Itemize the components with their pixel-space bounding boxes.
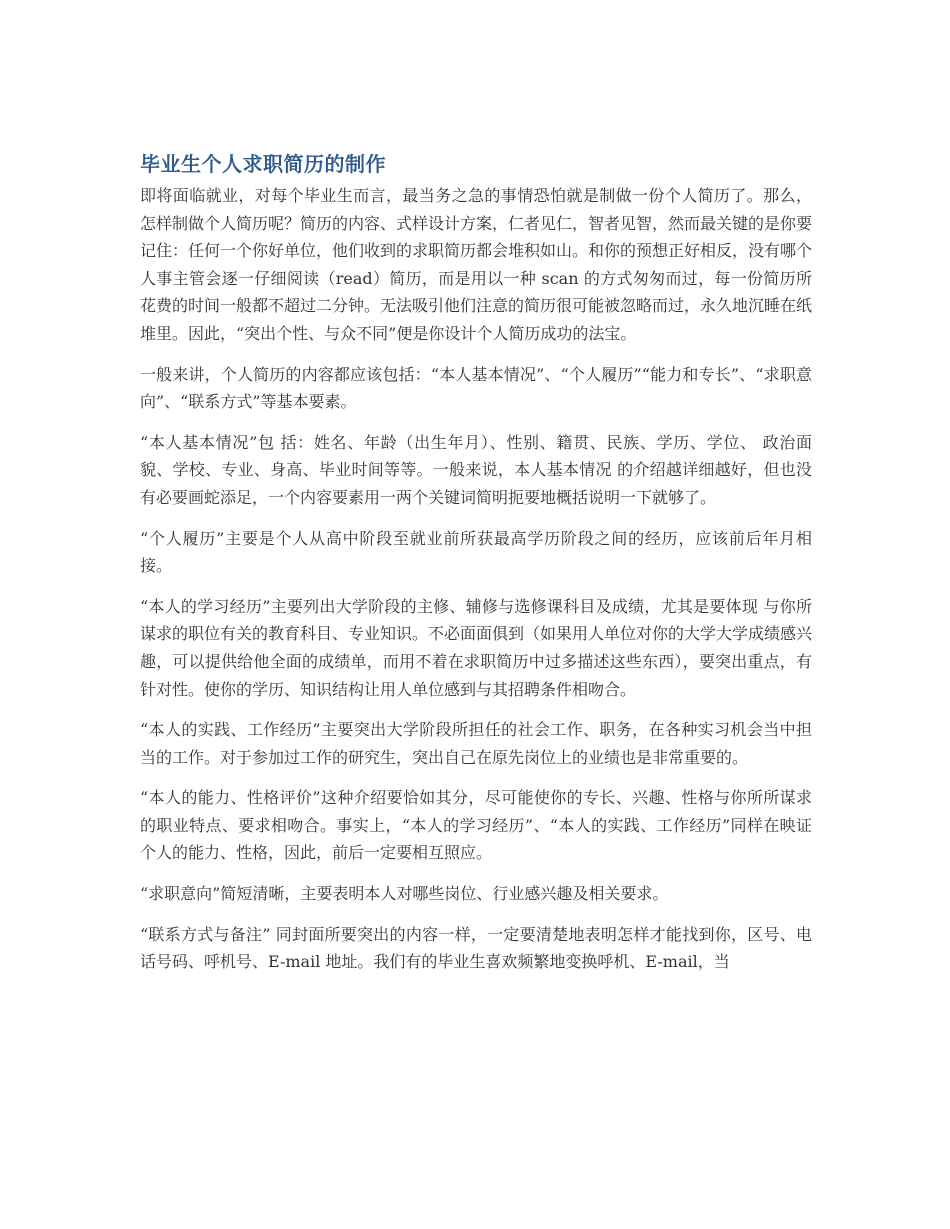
paragraph-job-intention: “求职意向”简短清晰，主要表明本人对哪些岗位、行业感兴趣及相关要求。 <box>140 884 669 904</box>
paragraph-work-experience: “本人的实践、工作经历”主要突出大学阶段所担任的社会工作、职务，在各种实习机会当中担当的工作。对于参加过工作的研究生，突出自己在原先岗位上的业绩也是非常重要的。 <box>140 720 812 767</box>
paragraph-contact-info: “联系方式与备注” 同封面所要突出的内容一样，一定要清楚地表明怎样才能找到你，区号、电话号码、呼机号、E-mail 地址。我们有的毕业生喜欢频繁地变换呼机、E-mail，当 <box>140 924 812 972</box>
document-body <box>140 148 812 976</box>
paragraph-resume-contents: 一般来讲，个人简历的内容都应该包括：“本人基本情况”、“个人履历”“能力和专长”、“求职意向”、“联系方式”等基本要素。 <box>140 364 812 412</box>
paragraph-personal-history: “个人履历”主要是个人从高中阶段至就业前所获最高学历阶段之间的经历，应该前后年月相接。 <box>140 528 812 576</box>
paragraph-basic-info: “本人基本情况”包 括：姓名、年龄（出生年月）、性别、籍贯、民族、学历、学位、 政治面貌、学校、专业、身高、毕业时间等等。一般来说，本人基本情况 的介绍越详细越好，但也没有必要画蛇添足，一个内容要素用一两个关键词简明扼要地概括说明一下就够了。 <box>140 432 812 507</box>
paragraph-study-experience: “本人的学习经历”主要列出大学阶段的主修、辅修与选修课科目及成绩，尤其是要体现 与你所谋求的职位有关的教育科目、专业知识。不必面面俱到（如果用人单位对你的大学大学成绩感兴趣，可以提供给他全面的成绩单，而用不着在求职简历中过多描述这些东西），要突出重点，有针对性。使你的学历、知识结构让用人单位感到与其招聘条件相吻合。 <box>140 596 813 699</box>
paragraph-intro: 即将面临就业，对每个毕业生而言，最当务之急的事情恐怕就是制做一份个人简历了。那么， 怎样制做个人简历呢？简历的内容、式样设计方案，仁者见仁，智者见智，然而最关键的是你要记住：任何一个你好单位，他们收到的求职简历都会堆积如山。和你的预想正好相反，没有哪个人事主管会逐一仔细阅读（read）简历，而是用以一种 scan 的方式匆匆而过，每一份简历所花费的时间一般都不超过二分钟。无法吸引他们注意的简历很可能被忽略而过，永久地沉睡在纸堆里。因此，“突出个性、与众不同”便是你设计个人简历成功的法宝。 <box>140 186 813 343</box>
document-title: 毕业生个人求职简历的制作 <box>140 152 386 176</box>
paragraph-ability-evaluation: “本人的能力、性格评价”这种介绍要恰如其分，尽可能使你的专长、兴趣、性格与你所所谋求的职业特点、要求相吻合。事实上，“本人的学习经历”、“本人的实践、工作经历”同样在映证个人的能力、性格，因此，前后一定要相互照应。 <box>140 788 812 863</box>
